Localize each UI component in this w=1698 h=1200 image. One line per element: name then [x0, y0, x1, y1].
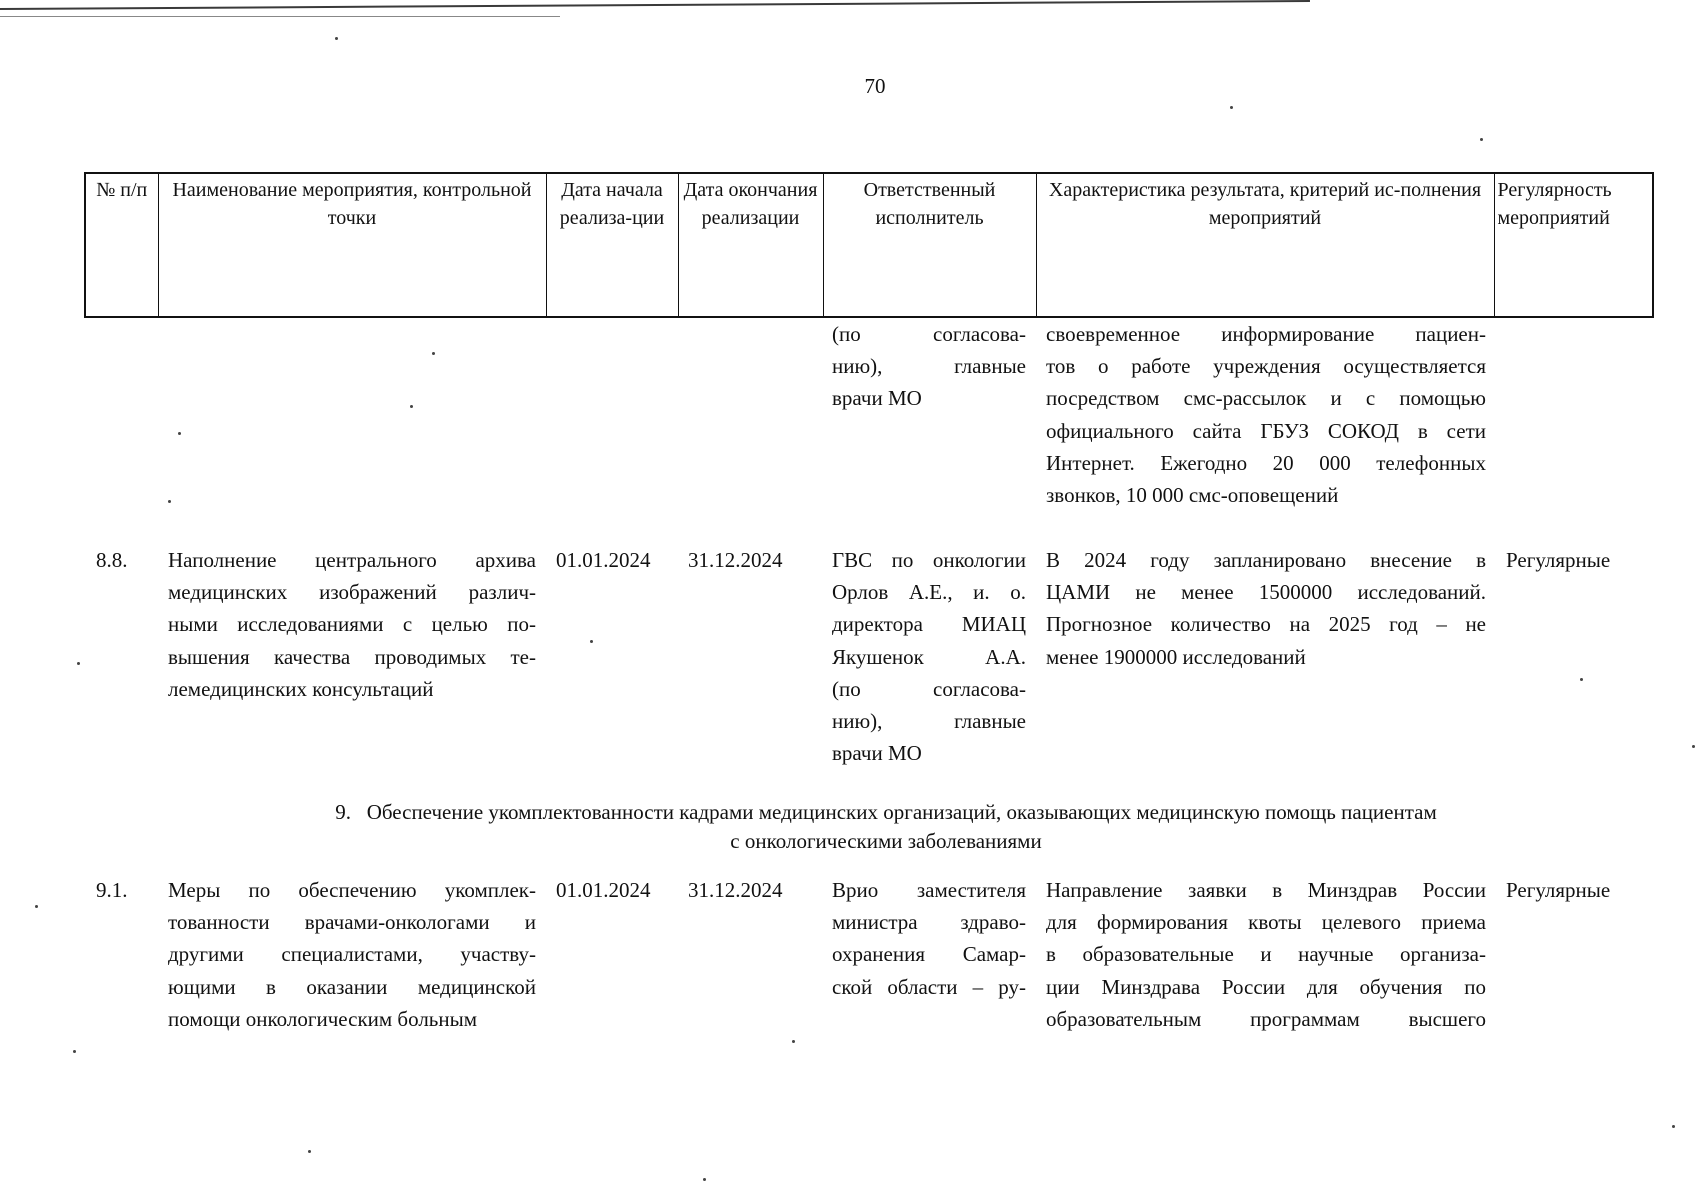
text-line: Интернет. Ежегодно 20 000 телефонных	[1046, 450, 1486, 475]
text-line: врачи МО	[832, 741, 922, 766]
text-line: ской области – ру-	[832, 974, 1026, 999]
scan-speck	[792, 1040, 795, 1043]
text-line: Направление заявки в Минздрав России	[1046, 878, 1486, 902]
text-line: охранения Самар-	[832, 942, 1026, 967]
scan-speck	[168, 500, 171, 503]
scan-speck	[410, 405, 413, 408]
row-8-8-result	[1046, 544, 1486, 673]
section-9-line1	[236, 798, 1536, 827]
text-line: Наполнение центрального архива	[168, 548, 536, 572]
text-line: посредством смс-рассылок и с помощью	[1046, 386, 1486, 411]
scan-speck	[432, 352, 435, 355]
scan-speck	[703, 1178, 706, 1181]
scan-speck	[73, 1050, 76, 1053]
text-line: образовательным программам высшего	[1046, 1006, 1486, 1031]
text-line: директора МИАЦ	[832, 612, 1026, 637]
text-line: (по согласова-	[832, 676, 1026, 701]
scan-speck	[77, 662, 80, 665]
text-line: ющими в оказании медицинской	[168, 974, 536, 999]
scan-edge-line	[0, 0, 1310, 10]
header-responsible: Ответственный исполнитель	[823, 173, 1036, 317]
text-line: ЦАМИ не менее 1500000 исследований.	[1046, 580, 1486, 605]
text-line: Врио заместителя	[832, 878, 1026, 902]
text-line: тованности врачами-онкологами и	[168, 910, 536, 935]
row-8-8-name	[168, 544, 536, 705]
text-line: Якушенок А.А.	[832, 644, 1026, 669]
scan-speck	[178, 432, 181, 435]
text-line: медицинских изображений различ-	[168, 580, 536, 605]
section-9-number: 9.	[335, 800, 351, 824]
text-line: в образовательные и научные организа-	[1046, 942, 1486, 967]
text-line: другими специалистами, участву-	[168, 942, 536, 967]
row-cont-result	[1046, 318, 1486, 511]
text-line: В 2024 году запланировано внесение в	[1046, 548, 1486, 572]
section-9-title-line2: с онкологическими заболеваниями	[730, 829, 1042, 853]
text-line: помощи онкологическим больным	[168, 1006, 478, 1031]
row-cont-responsible	[832, 318, 1026, 415]
text-line: звонков, 10 000 смс-оповещений	[1046, 483, 1339, 508]
row-9-1-end-date: 31.12.2024	[688, 878, 783, 902]
row-8-8-start-date: 01.01.2024	[556, 548, 651, 572]
table-header	[84, 172, 1654, 318]
text-line: нию), главные	[832, 354, 1026, 379]
text-line: лемедицинских консультаций	[168, 676, 434, 701]
scan-speck	[1692, 745, 1695, 748]
text-line: официального сайта ГБУЗ СОКОД в сети	[1046, 418, 1486, 443]
row-9-1-name	[168, 874, 536, 1035]
section-9-title-line1: Обеспечение укомплектованности кадрами медицинских организаций, оказывающих медицинскую помощь пациентам	[366, 800, 1437, 824]
text-line: ГВС по онкологии	[832, 548, 1026, 572]
text-line: вышения качества проводимых те-	[168, 644, 536, 669]
scan-edge-line	[0, 16, 560, 17]
header-regularity: Регулярность мероприятий	[1494, 173, 1653, 317]
header-result: Характеристика результата, критерий ис-полнения мероприятий	[1036, 173, 1494, 317]
text-line: Орлов А.Е., и. о.	[832, 580, 1026, 605]
text-line: врачи МО	[832, 386, 922, 411]
text-line: Прогнозное количество на 2025 год – не	[1046, 612, 1486, 637]
text-line: ными исследованиями с целью по-	[168, 612, 536, 637]
scan-speck	[1230, 106, 1233, 109]
scan-speck	[335, 37, 338, 40]
text-line: нию), главные	[832, 709, 1026, 734]
text-line: министра здраво-	[832, 910, 1026, 935]
row-8-8-regularity: Регулярные	[1506, 548, 1611, 572]
page-number: 70	[864, 74, 886, 98]
scan-speck	[1480, 138, 1483, 141]
row-9-1-regularity: Регулярные	[1506, 878, 1611, 902]
scan-speck	[1672, 1125, 1675, 1128]
section-9-title	[236, 798, 1536, 856]
row-8-8-end-date: 31.12.2024	[688, 548, 783, 572]
text-line: для формирования квоты целевого приема	[1046, 910, 1486, 935]
text-line: своевременное информирование пациен-	[1046, 322, 1486, 346]
row-9-1-num: 9.1.	[96, 878, 128, 902]
text-line: (по согласова-	[832, 322, 1026, 346]
header-name: Наименование мероприятия, контрольной точки	[158, 173, 546, 317]
header-num: № п/п	[85, 173, 158, 317]
row-9-1-responsible	[832, 874, 1026, 1003]
row-9-1-start-date: 01.01.2024	[556, 878, 651, 902]
scan-speck	[35, 905, 38, 908]
row-8-8-num: 8.8.	[96, 548, 128, 572]
text-line: тов о работе учреждения осуществляется	[1046, 354, 1486, 379]
row-8-8-responsible	[832, 544, 1026, 769]
text-line: Меры по обеспечению укомплек-	[168, 878, 536, 902]
scan-speck	[308, 1150, 311, 1153]
text-line: менее 1900000 исследований	[1046, 644, 1306, 669]
scan-speck	[1580, 678, 1583, 681]
row-9-1-result	[1046, 874, 1486, 1035]
header-start-date: Дата начала реализа-ции	[546, 173, 678, 317]
text-line: ции Минздрава России для обучения по	[1046, 974, 1486, 999]
scan-speck	[590, 640, 593, 643]
header-end-date: Дата окончания реализации	[678, 173, 823, 317]
